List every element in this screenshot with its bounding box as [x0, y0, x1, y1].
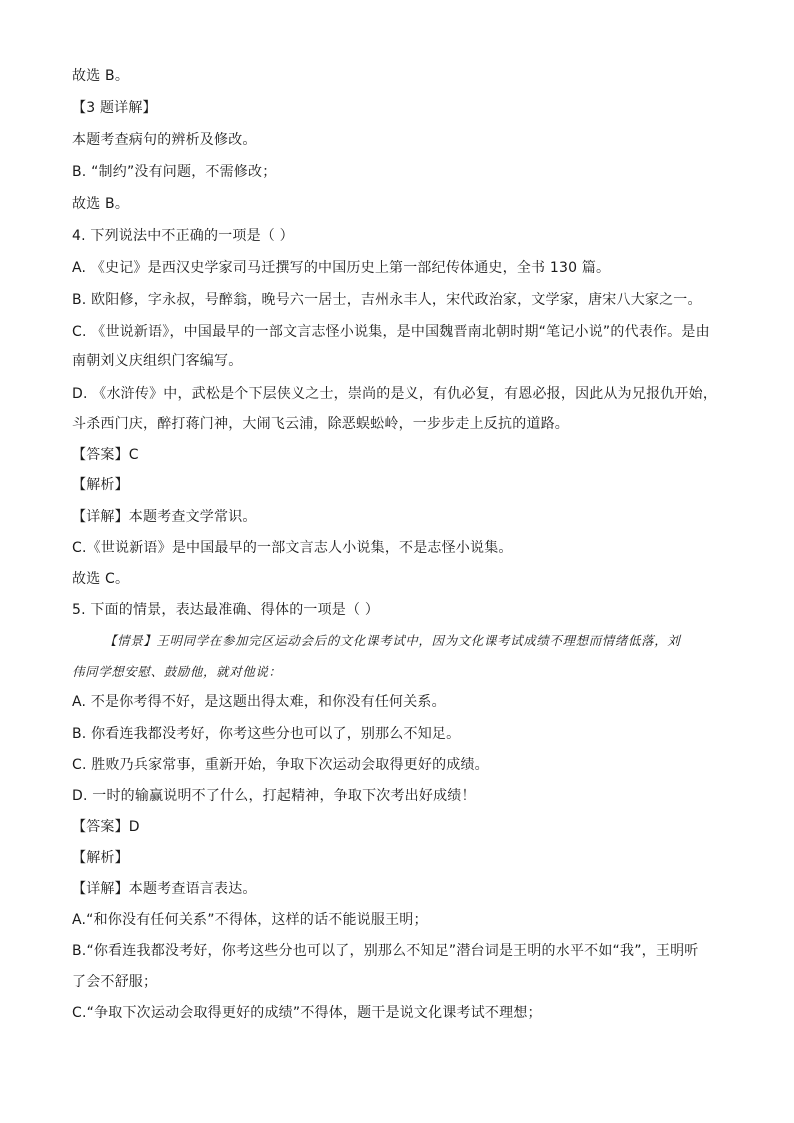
question-5-answer: 【答案】D: [72, 819, 140, 835]
text-line-q3-topic: 本题考查病句的辨析及修改。: [72, 132, 257, 148]
question-5-scenario-line2: 伟同学想安慰、鼓励他，就对他说：: [72, 664, 282, 679]
question-5-analysis-heading: 【解析】: [72, 850, 129, 866]
question-5-explanation-b-line2: 了会不舒服；: [72, 974, 158, 990]
question-4-option-d-line2: 斗杀西门庆，醉打蒋门神，大闹飞云浦，除恶蜈蚣岭，一步步走上反抗的道路。: [72, 416, 569, 432]
text-line-q3-option-b: B. “制约”没有问题，不需修改；: [72, 164, 277, 180]
question-4-analysis-heading: 【解析】: [72, 477, 129, 493]
text-line-conclusion-b-1: 故选 B。: [72, 68, 130, 84]
question-4-option-d-line1: D. 《水浒传》中，武松是个下层侠义之士，崇尚的是义，有仇必复，有恩必报，因此从为兄报仇开始，: [72, 386, 718, 402]
text-line-q3-detail-heading: 【3 题详解】: [72, 100, 157, 116]
question-4-detail: 【详解】本题考查文学常识。: [72, 509, 257, 525]
question-5-option-c: C. 胜败乃兵家常事，重新开始，争取下次运动会取得更好的成绩。: [72, 757, 489, 773]
question-5-option-b: B. 你看连我都没考好，你考这些分也可以了，别那么不知足。: [72, 726, 461, 742]
question-5-stem: 5. 下面的情景，表达最准确、得体的一项是（ ）: [72, 602, 380, 618]
text-line-conclusion-c: 故选 C。: [72, 571, 130, 587]
question-5-explanation-c: C.“争取下次运动会取得更好的成绩”不得体，题干是说文化课考试不理想；: [72, 1005, 542, 1021]
question-4-option-b: B. 欧阳修，字永叔，号醉翁，晚号六一居士，吉州永丰人，宋代政治家，文学家，唐宋八大家之一。: [72, 292, 702, 308]
question-4-option-c-line2: 南朝刘义庆组织门客编写。: [72, 353, 243, 369]
question-5-scenario-line1: 【情景】王明同学在参加完区运动会后的文化课考试中，因为文化课考试成绩不理想而情绪低落，刘: [104, 633, 681, 648]
question-5-option-d: D. 一时的输赢说明不了什么，打起精神，争取下次考出好成绩！: [72, 788, 476, 804]
question-5-explanation-b-line1: B.“你看连我都没考好，你考这些分也可以了，别那么不知足”潜台词是王明的水平不如“我”，王明听: [72, 943, 699, 959]
question-4-stem: 4. 下列说法中不正确的一项是（ ）: [72, 228, 294, 244]
question-4-explanation: C.《世说新语》是中国最早的一部文言志人小说集，不是志怪小说集。: [72, 540, 513, 556]
text-line-conclusion-b-2: 故选 B。: [72, 196, 130, 212]
question-5-explanation-a: A.“和你没有任何关系”不得体，这样的话不能说服王明；: [72, 912, 428, 928]
question-4-option-a: A. 《史记》是西汉史学家司马迁撰写的中国历史上第一部纪传体通史，全书 130 篇。: [72, 260, 611, 276]
question-5-detail: 【详解】本题考查语言表达。: [72, 881, 257, 897]
question-4-option-c-line1: C. 《世说新语》，中国最早的一部文言志怪小说集，是中国魏晋南北朝时期“笔记小说”的代表作。是由: [72, 324, 710, 340]
question-5-option-a: A. 不是你考得不好，是这题出得太难，和你没有任何关系。: [72, 694, 446, 710]
question-4-answer: 【答案】C: [72, 447, 139, 463]
